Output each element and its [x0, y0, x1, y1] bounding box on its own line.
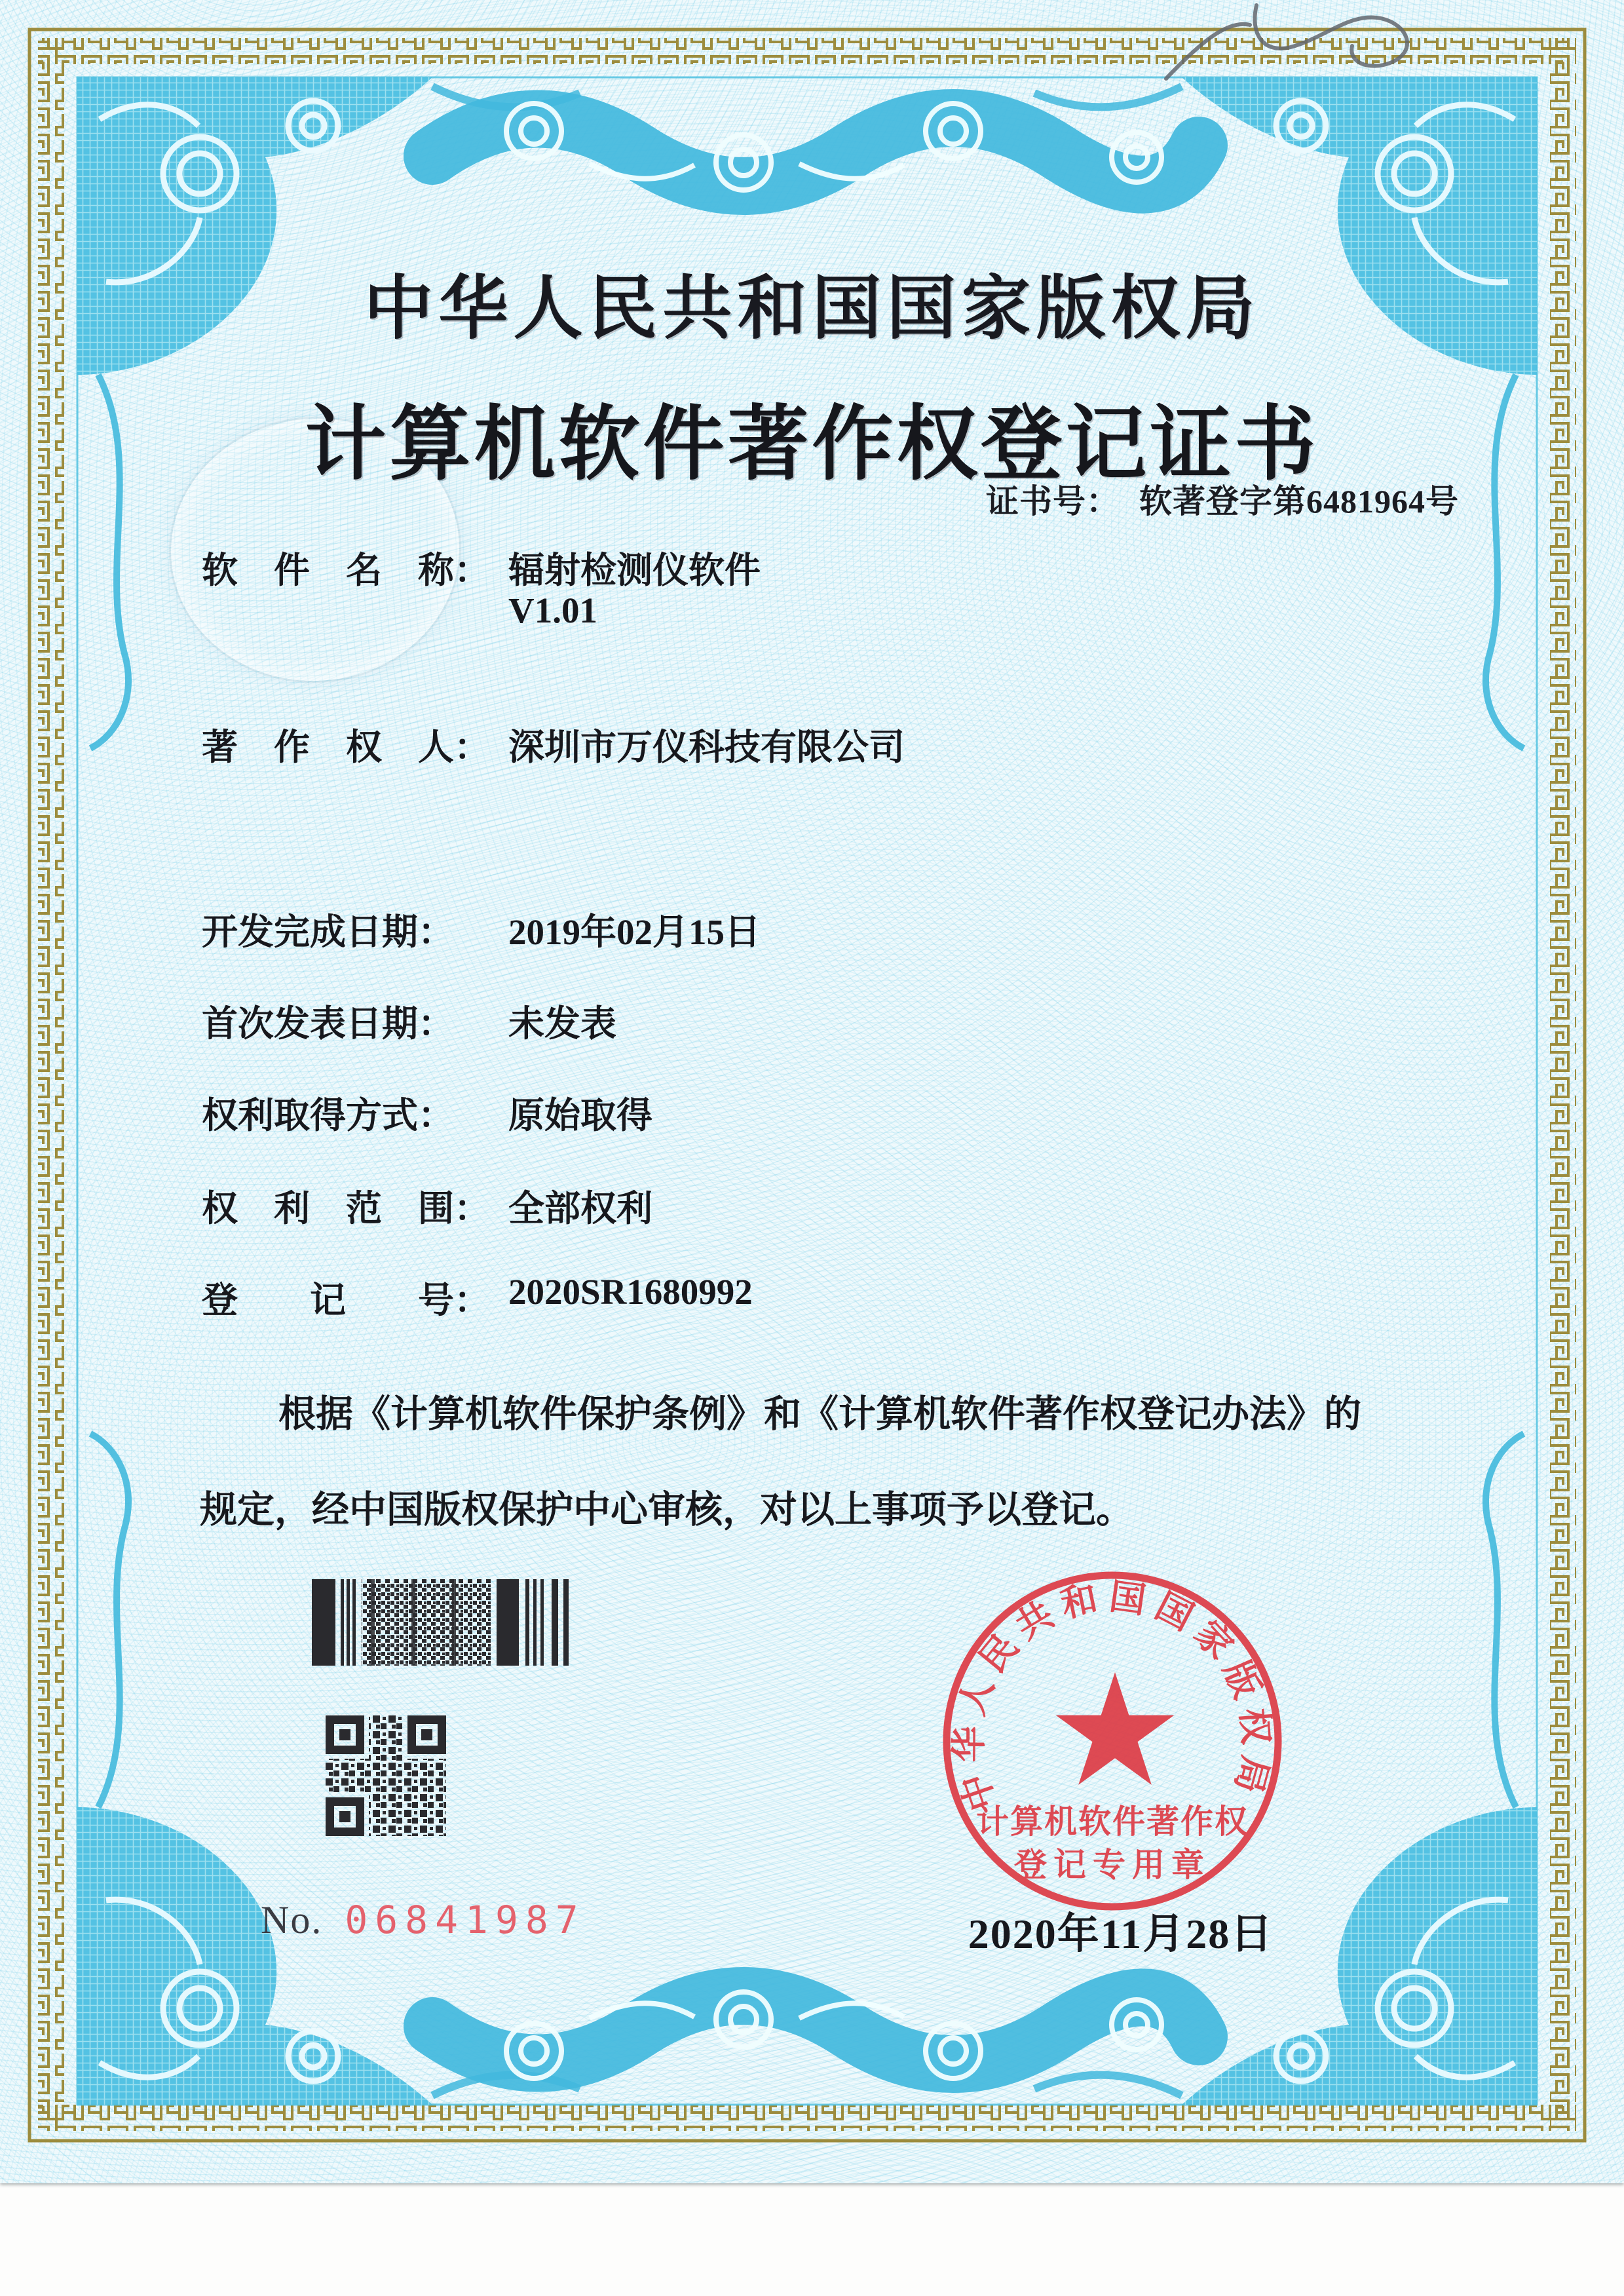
field-value-version: V1.01 — [508, 590, 597, 630]
certificate-number-label: 证书号： — [986, 483, 1120, 520]
certificate-number-value: 软著登字第6481964号 — [1139, 483, 1459, 520]
seal-line-1: 计算机软件著作权 — [976, 1803, 1249, 1840]
field-value: 深圳市万仪科技有限公司 — [508, 727, 905, 767]
serial-number: 06841987 — [345, 1898, 586, 1942]
field-row-copyright-owner — [202, 718, 905, 770]
field-value: 原始取得 — [508, 1096, 653, 1136]
statement-line-2: 规定，经中国版权保护中心审核，对以上事项予以登记。 — [200, 1489, 1133, 1531]
field-label: 开发完成日期： — [202, 912, 455, 952]
seal-ring-text: 中华人民共和国国家版权局 — [949, 1576, 1277, 1816]
serial-prefix: No. — [261, 1898, 323, 1942]
field-label: 权利取得方式： — [202, 1096, 455, 1136]
field-value: 全部权利 — [508, 1189, 653, 1229]
official-seal-icon — [904, 1530, 1323, 1962]
field-value: 未发表 — [508, 1004, 617, 1044]
field-label: 著 作 权 人： — [202, 727, 491, 767]
issue-date: 2020年11月28日 — [968, 1911, 1274, 1957]
field-row-software-name — [202, 541, 761, 593]
qr-code-icon — [326, 1715, 446, 1836]
pen-scribble-icon — [1153, 0, 1533, 85]
field-value: 2020SR1680992 — [508, 1272, 753, 1312]
serial-number-line — [261, 1898, 586, 1943]
seal-line-2: 登记专用章 — [1014, 1846, 1211, 1883]
certificate-number-line — [986, 475, 1459, 522]
red-star-icon — [1056, 1672, 1175, 1785]
field-row-rights-acquisition — [202, 1086, 652, 1138]
field-row-first-publication — [202, 995, 616, 1046]
field-label: 首次发表日期： — [202, 1004, 455, 1044]
field-row-registration-number — [202, 1271, 753, 1323]
statement-line-1: 根据《计算机软件保护条例》和《计算机软件著作权登记办法》的 — [278, 1394, 1361, 1435]
field-label: 软 件 名 称： — [202, 550, 491, 590]
field-row-rights-scope — [202, 1179, 652, 1231]
certificate-title: 计算机软件著作权登记证书 — [305, 400, 1319, 489]
field-row-dev-complete-date — [202, 903, 761, 955]
field-label: 登 记 号： — [202, 1280, 491, 1320]
field-label: 权 利 范 围： — [202, 1189, 491, 1229]
barcode-icon — [312, 1579, 569, 1666]
authority-title: 中华人民共和国国家版权局 — [364, 271, 1260, 347]
field-value: 辐射检测仪软件 — [508, 550, 761, 590]
field-value: 2019年02月15日 — [508, 912, 761, 952]
